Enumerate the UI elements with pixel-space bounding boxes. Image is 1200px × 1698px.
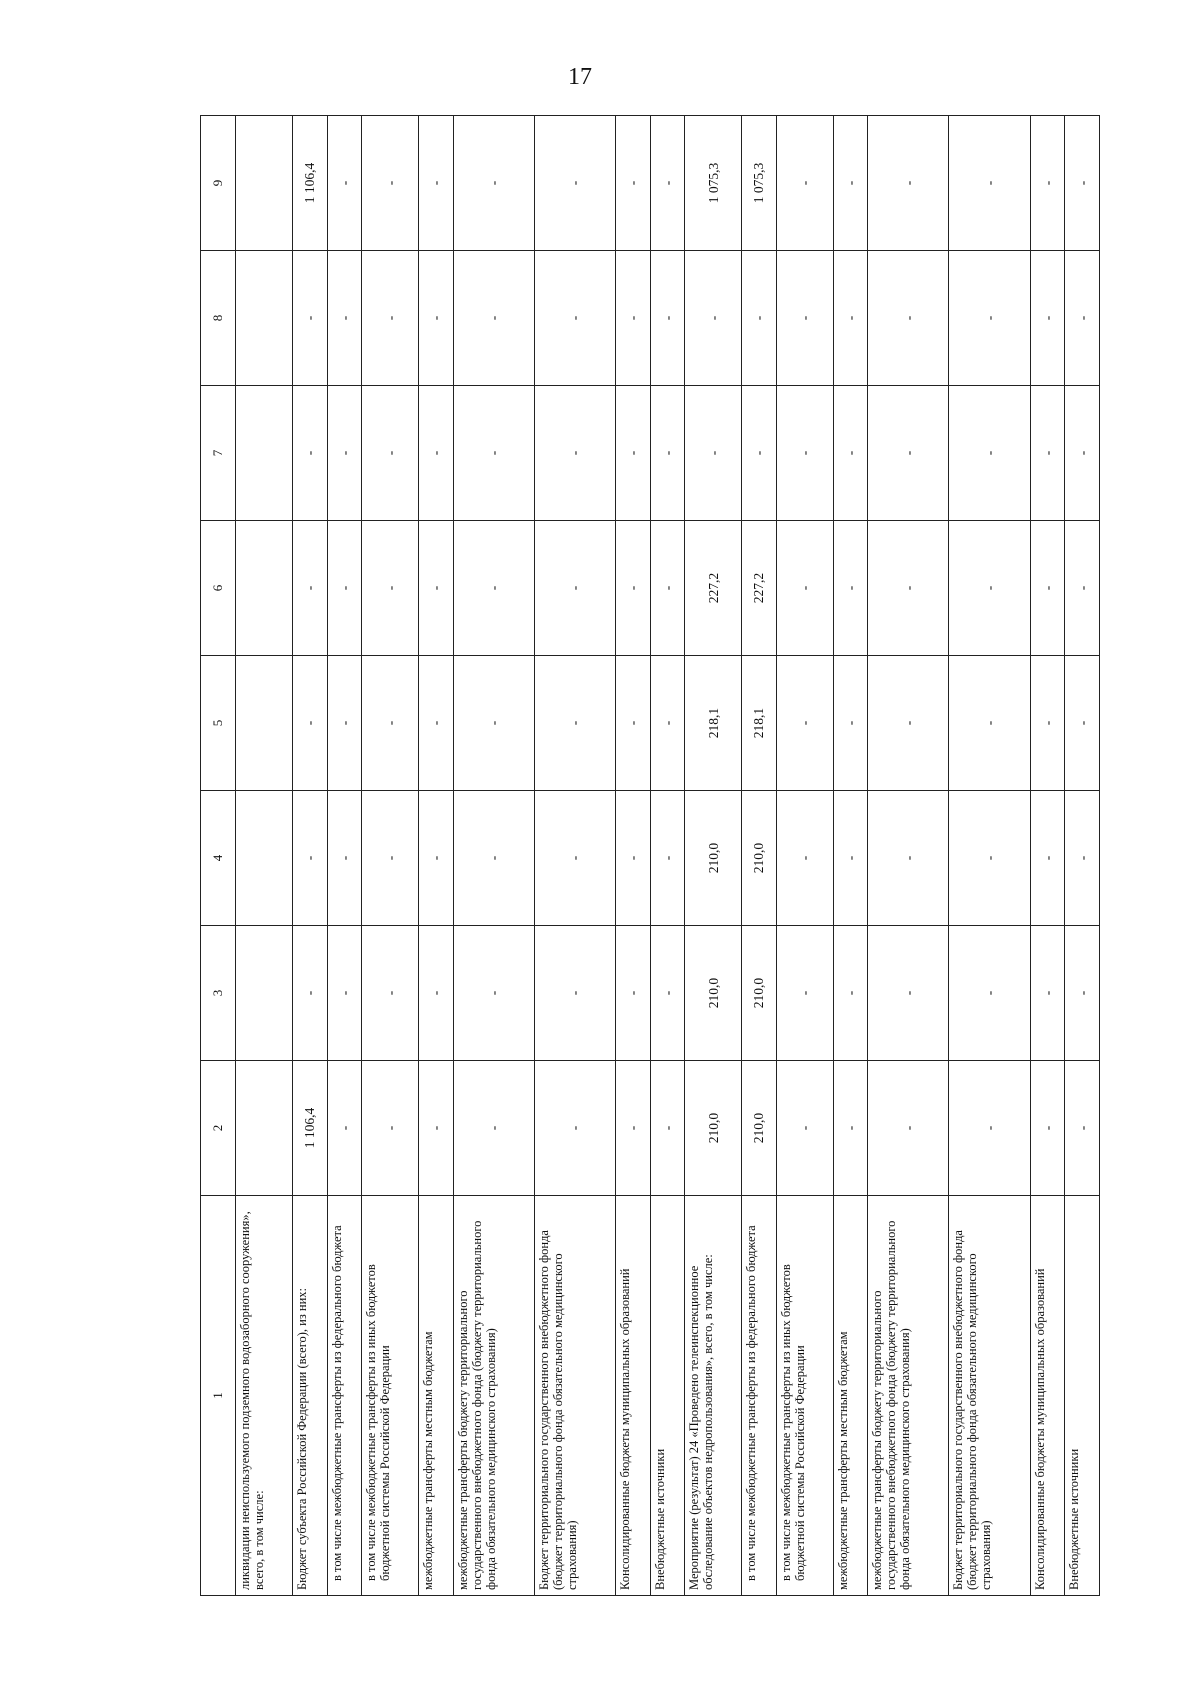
value-cell: - <box>615 386 650 521</box>
row-label: Бюджет территориального государственного внебюджетного фонда (бюджет территориального фонда обязательного медицинского страхования) <box>534 1196 615 1596</box>
value-cell: - <box>1030 791 1065 926</box>
value-cell: - <box>419 251 454 386</box>
value-cell: 210,0 <box>685 1061 742 1196</box>
row-label: Мероприятие (результат) 24 «Проведено телеинспекционное обследование объектов недропользования», всего, в том числе: <box>685 1196 742 1596</box>
value-cell: - <box>419 1061 454 1196</box>
row-label: межбюджетные трансферты местным бюджетам <box>419 1196 454 1596</box>
value-cell: - <box>362 1061 419 1196</box>
value-cell: - <box>534 521 615 656</box>
value-cell: - <box>615 926 650 1061</box>
value-cell: - <box>534 1061 615 1196</box>
value-cell: - <box>949 926 1030 1061</box>
value-cell: - <box>1065 386 1100 521</box>
value-cell: - <box>1065 116 1100 251</box>
value-cell: - <box>833 791 868 926</box>
value-cell: - <box>615 656 650 791</box>
value-cell: - <box>650 386 685 521</box>
row-label: Бюджет территориального государственного внебюджетного фонда (бюджет территориального фонда обязательного медицинского страхования) <box>949 1196 1030 1596</box>
value-cell: - <box>1030 116 1065 251</box>
value-cell: - <box>292 521 327 656</box>
table-row <box>1030 116 1065 1596</box>
row-label: межбюджетные трансферты бюджету территориального государственного внебюджетного фонда (бюджету территориального фонда обязательного медицинского страхования) <box>453 1196 534 1596</box>
row-label: Внебюджетные источники <box>1065 1196 1100 1596</box>
value-cell: - <box>419 656 454 791</box>
value-cell: - <box>650 656 685 791</box>
value-cell: - <box>327 521 362 656</box>
value-cell: - <box>650 791 685 926</box>
table-row <box>453 116 534 1596</box>
value-cell: - <box>1065 656 1100 791</box>
value-cell: - <box>534 656 615 791</box>
value-cell: - <box>292 656 327 791</box>
row-label: Консолидированные бюджеты муниципальных образований <box>615 1196 650 1596</box>
row-label: в том числе межбюджетные трансферты из федерального бюджета <box>742 1196 777 1596</box>
value-cell: 210,0 <box>685 926 742 1061</box>
row-label: в том числе межбюджетные трансферты из иных бюджетов бюджетной системы Российской Федерации <box>362 1196 419 1596</box>
value-cell: - <box>419 791 454 926</box>
value-cell: 210,0 <box>742 926 777 1061</box>
value-cell <box>236 926 293 1061</box>
value-cell: - <box>1030 521 1065 656</box>
value-cell: - <box>776 791 833 926</box>
table-row <box>419 116 454 1596</box>
value-cell: - <box>868 656 949 791</box>
value-cell: - <box>949 116 1030 251</box>
value-cell: - <box>327 116 362 251</box>
value-cell <box>236 791 293 926</box>
value-cell: - <box>362 386 419 521</box>
value-cell: - <box>327 386 362 521</box>
value-cell: - <box>833 386 868 521</box>
value-cell: - <box>833 926 868 1061</box>
value-cell: - <box>327 251 362 386</box>
value-cell: - <box>615 1061 650 1196</box>
value-cell <box>236 386 293 521</box>
table-row <box>1065 116 1100 1596</box>
value-cell: - <box>650 116 685 251</box>
value-cell: - <box>742 251 777 386</box>
value-cell: - <box>1030 926 1065 1061</box>
value-cell: - <box>362 926 419 1061</box>
value-cell: - <box>833 521 868 656</box>
value-cell: - <box>534 791 615 926</box>
table-row <box>833 116 868 1596</box>
value-cell: - <box>615 251 650 386</box>
value-cell: - <box>327 926 362 1061</box>
value-cell: - <box>615 116 650 251</box>
value-cell: - <box>362 116 419 251</box>
table-row <box>650 116 685 1596</box>
value-cell: - <box>1030 386 1065 521</box>
row-label: ликвидации неиспользуемого подземного водозаборного сооружения», всего, в том числе: <box>236 1196 293 1596</box>
value-cell: - <box>868 791 949 926</box>
row-label: в том числе межбюджетные трансферты из иных бюджетов бюджетной системы Российской Федерации <box>776 1196 833 1596</box>
value-cell: - <box>650 1061 685 1196</box>
value-cell: - <box>776 926 833 1061</box>
value-cell: 1 106,4 <box>292 116 327 251</box>
value-cell: - <box>650 521 685 656</box>
column-header: 2 <box>201 1061 236 1196</box>
value-cell: - <box>868 1061 949 1196</box>
value-cell <box>236 521 293 656</box>
column-header: 4 <box>201 791 236 926</box>
value-cell: - <box>327 656 362 791</box>
value-cell: 227,2 <box>685 521 742 656</box>
value-cell: - <box>419 116 454 251</box>
value-cell: - <box>453 251 534 386</box>
value-cell: - <box>453 656 534 791</box>
value-cell: - <box>534 386 615 521</box>
value-cell: - <box>685 251 742 386</box>
table-row <box>742 116 777 1596</box>
value-cell: - <box>292 251 327 386</box>
value-cell: - <box>453 116 534 251</box>
value-cell: - <box>650 926 685 1061</box>
value-cell <box>236 1061 293 1196</box>
column-header: 5 <box>201 656 236 791</box>
value-cell: 1 106,4 <box>292 1061 327 1196</box>
table-row <box>292 116 327 1596</box>
value-cell: - <box>833 251 868 386</box>
table-row <box>949 116 1030 1596</box>
value-cell: - <box>453 521 534 656</box>
value-cell: 1 075,3 <box>742 116 777 251</box>
value-cell: - <box>453 926 534 1061</box>
table-row <box>362 116 419 1596</box>
table-row <box>685 116 742 1596</box>
value-cell: - <box>1030 656 1065 791</box>
column-header: 7 <box>201 386 236 521</box>
value-cell: - <box>949 386 1030 521</box>
value-cell: 210,0 <box>685 791 742 926</box>
value-cell: - <box>776 116 833 251</box>
value-cell: 218,1 <box>742 656 777 791</box>
value-cell: - <box>292 386 327 521</box>
value-cell: - <box>1065 521 1100 656</box>
value-cell: - <box>1065 1061 1100 1196</box>
column-header: 3 <box>201 926 236 1061</box>
value-cell: - <box>615 521 650 656</box>
value-cell <box>236 656 293 791</box>
value-cell: - <box>868 926 949 1061</box>
value-cell: - <box>742 386 777 521</box>
value-cell: - <box>650 251 685 386</box>
value-cell: - <box>534 251 615 386</box>
value-cell: - <box>868 521 949 656</box>
value-cell: 210,0 <box>742 1061 777 1196</box>
value-cell: - <box>419 521 454 656</box>
column-header: 9 <box>201 116 236 251</box>
value-cell: - <box>453 791 534 926</box>
value-cell: 218,1 <box>685 656 742 791</box>
column-header: 6 <box>201 521 236 656</box>
value-cell: - <box>419 386 454 521</box>
value-cell: - <box>949 791 1030 926</box>
value-cell: - <box>327 791 362 926</box>
table-row <box>534 116 615 1596</box>
value-cell: - <box>868 116 949 251</box>
value-cell <box>236 116 293 251</box>
table-body <box>236 116 1100 1596</box>
rotated-table-wrapper <box>200 116 1100 1596</box>
value-cell: - <box>776 251 833 386</box>
value-cell: - <box>685 386 742 521</box>
value-cell: - <box>615 791 650 926</box>
value-cell: - <box>1030 251 1065 386</box>
value-cell: - <box>534 116 615 251</box>
table-row <box>776 116 833 1596</box>
row-label: в том числе межбюджетные трансферты из федерального бюджета <box>327 1196 362 1596</box>
row-label: межбюджетные трансферты местным бюджетам <box>833 1196 868 1596</box>
value-cell: - <box>327 1061 362 1196</box>
value-cell: 227,2 <box>742 521 777 656</box>
value-cell: - <box>362 521 419 656</box>
value-cell: - <box>1030 1061 1065 1196</box>
column-header: 8 <box>201 251 236 386</box>
value-cell: - <box>1065 791 1100 926</box>
table-row <box>868 116 949 1596</box>
row-label: межбюджетные трансферты бюджету территориального государственного внебюджетного фонда (бюджету территориального фонда обязательного медицинского страхования) <box>868 1196 949 1596</box>
value-cell: - <box>949 1061 1030 1196</box>
value-cell: - <box>833 1061 868 1196</box>
column-number-row <box>201 116 236 1596</box>
value-cell: - <box>833 656 868 791</box>
column-header: 1 <box>201 1196 236 1596</box>
row-label: Бюджет субъекта Российской Федерации (всего), из них: <box>292 1196 327 1596</box>
value-cell: - <box>868 251 949 386</box>
value-cell: - <box>362 251 419 386</box>
value-cell: - <box>362 656 419 791</box>
row-label: Консолидированные бюджеты муниципальных образований <box>1030 1196 1065 1596</box>
value-cell: - <box>776 656 833 791</box>
value-cell: - <box>419 926 454 1061</box>
value-cell: 210,0 <box>742 791 777 926</box>
table-row <box>236 116 293 1596</box>
table-header <box>201 116 236 1596</box>
value-cell: - <box>776 1061 833 1196</box>
page-number: 17 <box>568 64 592 90</box>
value-cell: - <box>1065 251 1100 386</box>
value-cell: - <box>453 1061 534 1196</box>
table-row <box>327 116 362 1596</box>
value-cell: - <box>949 656 1030 791</box>
table-row <box>615 116 650 1596</box>
value-cell: 1 075,3 <box>685 116 742 251</box>
row-label: Внебюджетные источники <box>650 1196 685 1596</box>
value-cell: - <box>362 791 419 926</box>
value-cell <box>236 251 293 386</box>
financing-table <box>200 115 1100 1596</box>
value-cell: - <box>292 791 327 926</box>
value-cell: - <box>833 116 868 251</box>
value-cell: - <box>1065 926 1100 1061</box>
value-cell: - <box>868 386 949 521</box>
value-cell: - <box>949 521 1030 656</box>
value-cell: - <box>453 386 534 521</box>
value-cell: - <box>292 926 327 1061</box>
value-cell: - <box>776 386 833 521</box>
value-cell: - <box>534 926 615 1061</box>
value-cell: - <box>949 251 1030 386</box>
value-cell: - <box>776 521 833 656</box>
